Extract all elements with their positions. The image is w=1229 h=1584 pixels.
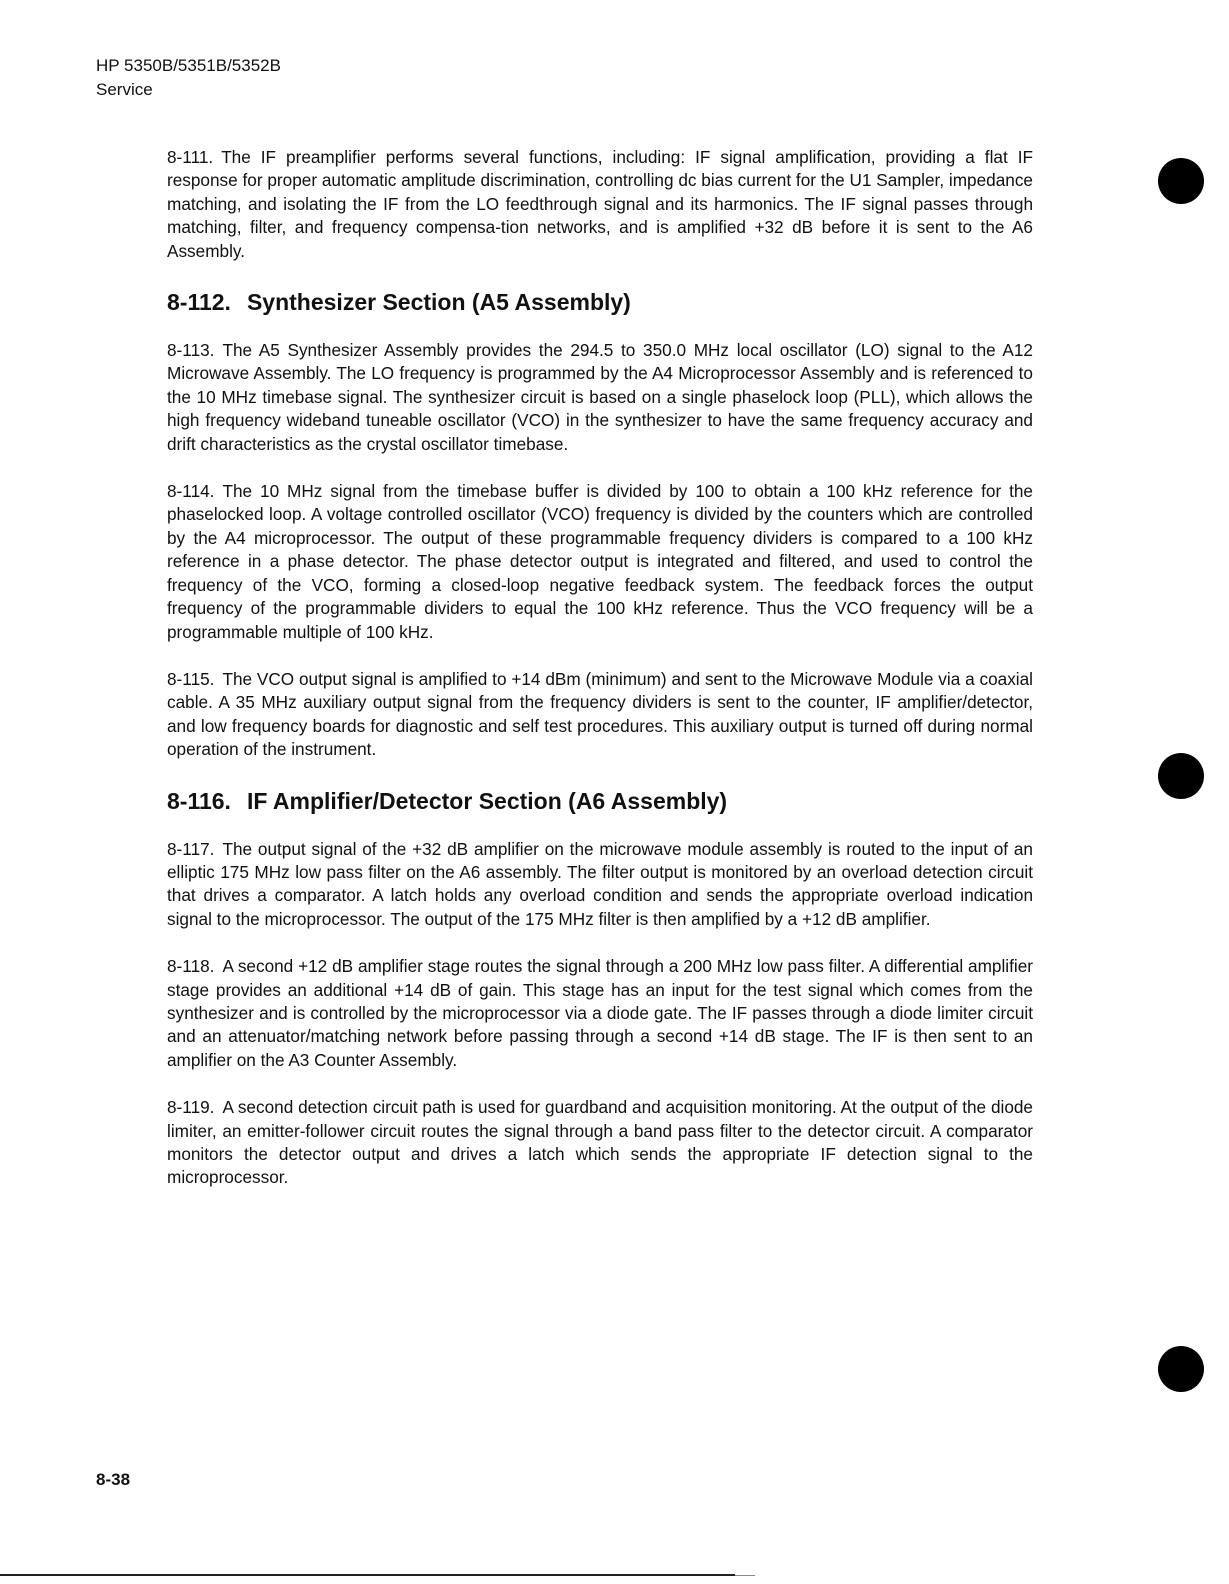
bottom-rule <box>0 1574 735 1576</box>
paragraph-8-117 <box>167 838 1033 932</box>
paragraph-8-118 <box>167 955 1033 1072</box>
paragraph-number: 8-111. <box>167 147 214 167</box>
heading-title: IF Amplifier/Detector Section (A6 Assembly) <box>246 787 728 814</box>
paragraph-text: The A5 Synthesizer Assembly provides the 294.5 to 350.0 MHz local oscillator (LO) signal to the A12 Microwave Assembly. The LO frequency is programmed by the A4 Microprocessor Assembly and is referenced to the 10 MHz timebase signal. The synthesizer circuit is based on a single phaselock loop (PLL), which allows the high frequency wideband tuneable oscillator (VCO) in the synthesizer to have the same frequency accuracy and drift characteristics as the crystal oscillator timebase. <box>167 340 1033 454</box>
binder-hole-middle <box>1158 753 1204 799</box>
heading-title: Synthesizer Section (A5 Assembly) <box>246 289 631 316</box>
page-number: 8-38 <box>96 1470 131 1489</box>
paragraph-number: 8-113. <box>167 340 215 361</box>
paragraph-text: A second detection circuit path is used for guardband and acquisition monitoring. At the output of the diode limiter, an emitter-follower circuit routes the signal through a band pass filter to the detector circuit. A comparator monitors the detector output and drives a latch which sends the appropriate IF detection signal to the microprocessor. <box>167 1097 1033 1188</box>
page-header <box>96 54 281 102</box>
paragraph-text: The VCO output signal is amplified to +14 dBm (minimum) and sent to the Microwave Module via a coaxial cable. A 35 MHz auxiliary output signal from the frequency dividers is sent to the counter, IF amplifier/detector, and low frequency boards for diagnostic and self test procedures. This auxiliary output is turned off during normal operation of the instrument. <box>167 668 1033 760</box>
paragraph-text: The IF preamplifier performs several functions, including: IF signal amplification, providing a flat IF response for proper automatic amplitude discrimination, controlling dc bias current for the U1 Sampler, impedance matching, and isolating the IF from the LO feedthrough signal and its harmonics. The IF signal passes through matching, filter, and frequency compensa-tion networks, and is amplified +32 dB before it is sent to the A6 Assembly. <box>167 147 1033 261</box>
section-label: Service <box>96 80 153 99</box>
paragraph-text: A second +12 dB amplifier stage routes the signal through a 200 MHz low pass filter. A differential amplifier stage provides an additional +14 dB of gain. This stage has an input for the test signal which comes from the synthesizer and is controlled by the microprocessor via a diode gate. The IF passes through a diode limiter circuit and an attenuator/matching network before passing through a second +14 dB stage. The IF is then sent to an amplifier on the A3 Counter Assembly. <box>167 956 1033 1070</box>
paragraph-text: The 10 MHz signal from the timebase buffer is divided by 100 to obtain a 100 kHz reference for the phaselocked loop. A voltage controlled oscillator (VCO) frequency is divided by the counters which are controlled by the A4 microprocessor. The output of these programmable frequency dividers is compared to a 100 kHz reference in a phase detector. The phase detector output is integrated and filtered, and used to control the frequency of the VCO, forming a closed-loop negative feedback system. The feedback forces the output frequency of the programmable dividers to equal the 100 kHz reference. Thus the VCO frequency will be a programmable multiple of 100 kHz. <box>167 481 1033 642</box>
paragraph-number: 8-118. <box>167 956 215 977</box>
binder-hole-top <box>1158 158 1204 204</box>
bottom-rule-tail <box>735 1575 755 1576</box>
paragraph-number: 8-117. <box>167 838 215 859</box>
model-number: HP 5350B/5351B/5352B <box>96 56 281 75</box>
binder-hole-bottom <box>1158 1346 1204 1392</box>
paragraph-number: 8-119. <box>167 1097 215 1118</box>
paragraph-8-115 <box>167 668 1033 762</box>
paragraph-8-114 <box>167 480 1033 644</box>
paragraph-8-119 <box>167 1096 1033 1190</box>
page-body <box>167 146 1033 1214</box>
heading-number: 8-116. <box>167 787 231 814</box>
paragraph-8-113 <box>167 339 1033 456</box>
paragraph-number: 8-114. <box>167 481 215 502</box>
section-heading-8-112 <box>167 287 1033 317</box>
section-heading-8-116 <box>167 786 1033 816</box>
heading-number: 8-112. <box>167 289 231 316</box>
paragraph-text: The output signal of the +32 dB amplifier on the microwave module assembly is routed to the input of an elliptic 175 MHz low pass filter on the A6 assembly. The filter output is monitored by an overload detection circuit that drives a comparator. A latch holds any overload condition and sends the appropriate overload indication signal to the microprocessor. The output of the 175 MHz filter is then amplified by a +12 dB amplifier. <box>167 838 1033 929</box>
paragraph-8-111 <box>167 146 1033 263</box>
paragraph-number: 8-115. <box>167 668 215 689</box>
